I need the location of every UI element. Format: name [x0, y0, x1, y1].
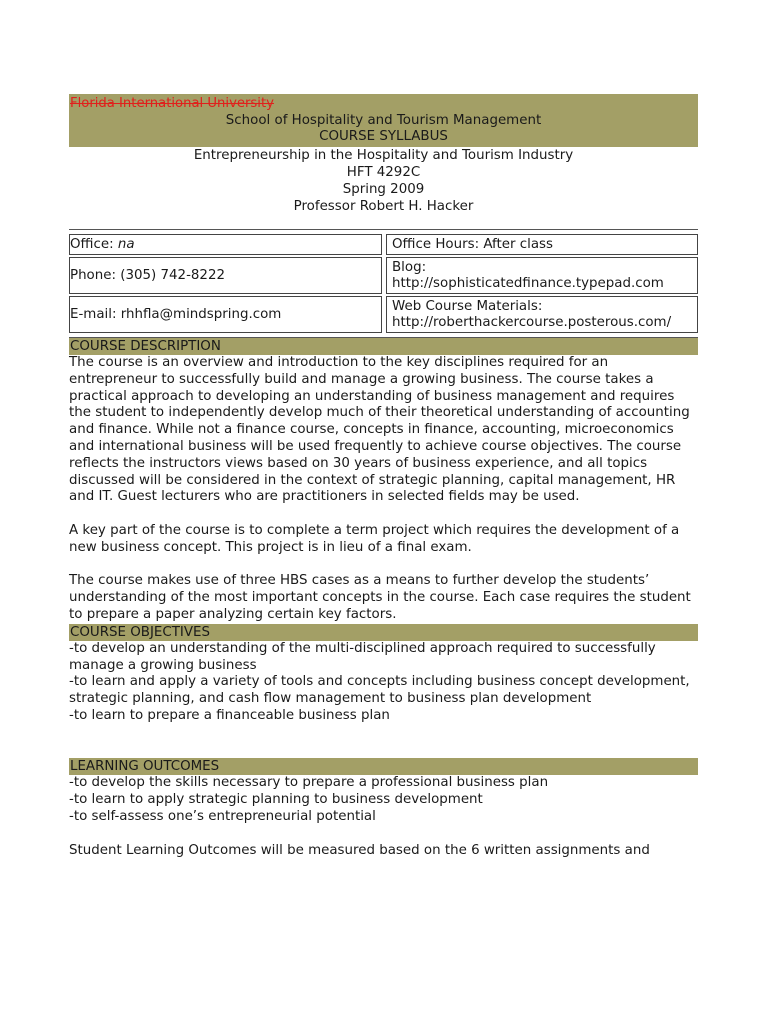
header-band — [69, 94, 698, 147]
contact-row — [69, 234, 698, 255]
phone: Phone: (305) 742-8222 — [70, 267, 225, 283]
office-value: na — [117, 236, 135, 252]
description-paragraph: The course is an overview and introduction to the key disciplines required for an entrepreneur to successfully build and manage a growing business. The course takes a practical approach to developing an understanding of business management and requires the student to independently develop much of their theoretical understanding of accounting and finance. While not a finance course, concepts in finance, accounting, microeconomics and international business will be used frequently to achieve course objectives. The course reflects the instructors views based on 30 years of business experience, and all topics discussed will be considered in the context of strategic planning, capital management, HR and IT. Guest lecturers who are practitioners in selected fields may be used. — [69, 355, 690, 505]
outcomes-closing: Student Learning Outcomes will be measured based on the 6 written assignments and — [69, 842, 650, 858]
email[interactable]: E-mail: rhhfla@mindspring.com — [70, 306, 282, 322]
objective-item: -to develop an understanding of the multi-disciplined approach required to successfully manage a growing business — [69, 640, 656, 673]
course-professor: Professor Robert H. Hacker — [293, 199, 474, 214]
university-name: Florida International University — [70, 96, 274, 111]
office-label: Office: — [70, 236, 114, 252]
outcome-item: -to develop the skills necessary to prepare a professional business plan — [69, 775, 549, 791]
school-name: School of Hospitality and Tourism Management — [225, 113, 542, 128]
office-hours-cell — [386, 234, 698, 255]
course-info — [69, 147, 698, 215]
course-objectives-heading: COURSE OBJECTIVES — [69, 624, 698, 641]
web-materials-link[interactable]: http://roberthackercourse.posterous.com/ — [392, 314, 672, 330]
objective-item: -to learn and apply a variety of tools and concepts including business concept development, strategic planning, and cash flow management to business plan development — [69, 674, 690, 707]
course-code: HFT 4292C — [346, 165, 421, 180]
outcome-item: -to learn to apply strategic planning to business development — [69, 792, 483, 808]
email-cell — [69, 296, 382, 333]
office-hours: Office Hours: After class — [392, 236, 553, 252]
outcome-item: -to self-assess one’s entrepreneurial potential — [69, 808, 376, 824]
phone-cell — [69, 257, 382, 294]
syllabus-page — [69, 94, 698, 859]
blog-cell — [386, 257, 698, 294]
contact-table — [69, 229, 698, 338]
web-materials-label: Web Course Materials: — [392, 298, 543, 314]
learning-outcomes-heading: LEARNING OUTCOMES — [69, 758, 698, 775]
course-title: Entrepreneurship in the Hospitality and Tourism Industry — [193, 148, 574, 163]
description-paragraph: A key part of the course is to complete a term project which requires the development of a new business concept. This project is in lieu of a final exam. — [69, 522, 680, 555]
web-materials-cell — [386, 296, 698, 333]
contact-row — [69, 296, 698, 333]
description-paragraph: The course makes use of three HBS cases as a means to further develop the students’ understanding of the most important concepts in the course. Each case requires the student to prepare a paper analyzing certain key factors. — [69, 573, 691, 622]
blog-label: Blog: — [392, 259, 427, 275]
blog-link[interactable]: http://sophisticatedfinance.typepad.com — [392, 275, 664, 291]
contact-row — [69, 257, 698, 294]
office-cell — [69, 234, 382, 255]
course-term: Spring 2009 — [342, 182, 425, 197]
objective-item: -to learn to prepare a financeable business plan — [69, 707, 390, 723]
course-description-heading: COURSE DESCRIPTION — [69, 338, 698, 355]
syllabus-label: COURSE SYLLABUS — [319, 129, 448, 144]
